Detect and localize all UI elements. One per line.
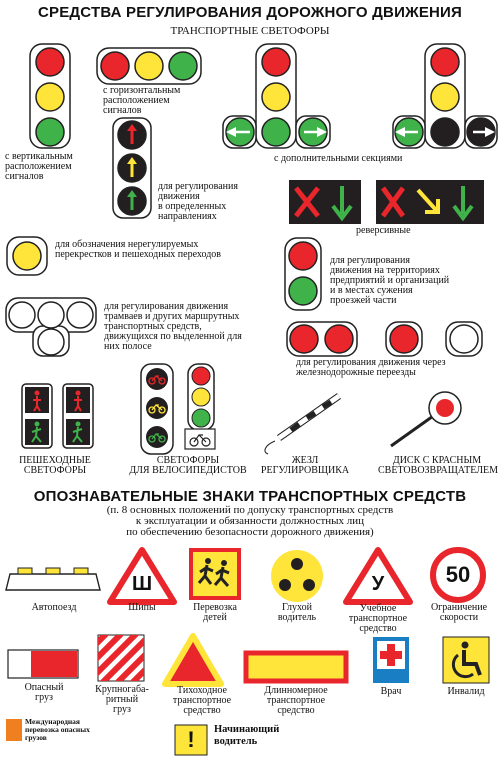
label-railway: для регулирования движения через железнодорожные переезды xyxy=(296,357,446,378)
long-vehicle-sign xyxy=(246,653,346,681)
doctor-sign xyxy=(373,637,409,683)
training-letter: У xyxy=(371,573,385,595)
dangerous-cargo-sign xyxy=(8,650,78,678)
label-baton: ЖЕЗЛ РЕГУЛИРОВЩИКА xyxy=(260,455,350,476)
label-vertical: с вертикальным расположением сигналов xyxy=(5,151,73,182)
label-directions: для регулирования движения в определенных направлениях xyxy=(158,181,238,222)
label-training: Учебное транспортное средство xyxy=(348,603,408,634)
children-transport-sign xyxy=(191,550,239,598)
label-children: Перевозка детей xyxy=(193,602,237,623)
section1-title: СРЕДСТВА РЕГУЛИРОВАНИЯ ДОРОЖНОГО ДВИЖЕНИЯ xyxy=(37,4,463,21)
disabled-sign xyxy=(443,637,489,683)
label-beginner: Начинающий водитель xyxy=(214,724,280,747)
label-disc: ДИСК С КРАСНЫМ СВЕТОВОЗВРАЩАТЕЛЕМ xyxy=(378,455,499,476)
label-intl-dangerous: Международная перевозка опасных грузов xyxy=(25,717,90,742)
label-reversible: реверсивные xyxy=(356,225,411,236)
international-dangerous-cargo-sign xyxy=(6,719,22,741)
speed-value: 50 xyxy=(445,562,471,587)
label-horizontal: с горизонтальным расположением сигналов xyxy=(103,85,181,116)
label-road-train: Автопоезд xyxy=(31,602,77,613)
label-tram: для регулирования движения трамваев и других маршрутных транспортных средств, движущихся по выделенной для них полосе xyxy=(104,301,242,352)
section2-title: ОПОЗНАВАТЕЛЬНЫЕ ЗНАКИ ТРАНСПОРТНЫХ СРЕДСТВ xyxy=(33,488,467,505)
label-cyclists: СВЕТОФОРЫ ДЛЯ ВЕЛОСИПЕДИСТОВ xyxy=(129,455,247,476)
label-dangerous: Опасный груз xyxy=(24,682,64,703)
label-spikes: Шипы xyxy=(128,602,156,613)
oversized-cargo-sign xyxy=(90,630,150,685)
spikes-letter: Ш xyxy=(132,573,153,595)
label-deaf: Глухой водитель xyxy=(277,602,317,623)
label-slow: Тихоходное транспортное средство xyxy=(172,685,232,716)
section1-subtitle: ТРАНСПОРТНЫЕ СВЕТОФОРЫ xyxy=(170,25,330,37)
label-additional: с дополнительными секциями xyxy=(274,153,403,164)
road-train-sign xyxy=(6,568,100,590)
label-unregulated: для обозначения нерегулируемых перекрестков и пешеходных переходов xyxy=(55,239,222,260)
label-oversized: Крупногаба- ритный груз xyxy=(95,684,149,715)
slow-vehicle-sign xyxy=(165,636,221,684)
label-disabled: Инвалид xyxy=(447,686,485,697)
label-speed: Ограничение скорости xyxy=(430,602,488,623)
deaf-driver-sign xyxy=(271,550,323,602)
label-doctor: Врач xyxy=(380,686,402,697)
beginner-mark: ! xyxy=(187,727,195,752)
label-long: Длинномерное транспортное средство xyxy=(264,685,328,716)
label-territory: для регулирования движения на территориях предприятий и организаций и в местах сужения проезжей части xyxy=(330,255,450,306)
label-pedestrian: ПЕШЕХОДНЫЕ СВЕТОФОРЫ xyxy=(19,455,91,476)
section2-subtitle: (п. 8 основных положений по допуску транспортных средств к эксплуатации и обязанности должностных лиц по обеспечению безопасности дорожного движения) xyxy=(106,504,394,538)
